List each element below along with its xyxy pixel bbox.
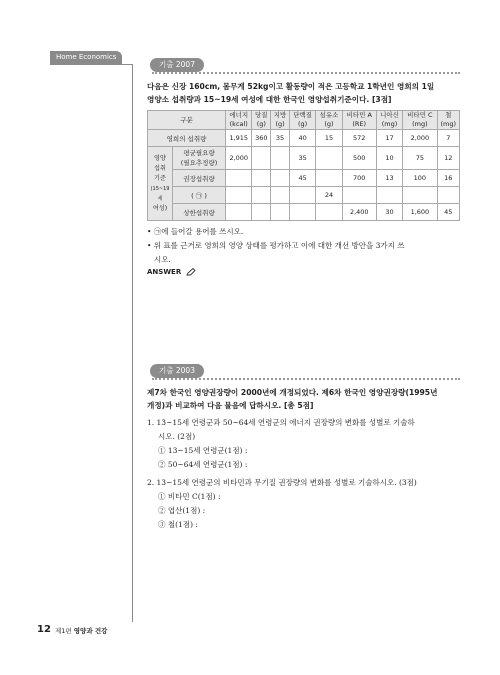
q2-item1-line2: 시오. (2점) (158, 432, 196, 441)
table-cell (316, 204, 342, 221)
answer-label: ANSWER (147, 268, 196, 276)
side-tab-label: Home Economics (56, 53, 117, 61)
q2-text-line1: 제7차 한국인 영양권장량이 2000년에 개정되었다. 제6차 한국인 영양권장량(1995년 (147, 388, 438, 397)
table-cell: 500 (342, 147, 376, 170)
table-cell: 100 (403, 170, 437, 187)
table-cell (252, 187, 271, 204)
table-cell (316, 147, 342, 170)
row-label: 권장섭취량 (173, 170, 226, 187)
q2-item1-line1: 1. 13~15세 연령군과 50~64세 연령군의 에너지 권장량의 변화를 성별로 기술하 (147, 418, 415, 427)
table-cell (271, 204, 290, 221)
q2-divider (152, 378, 460, 380)
table-cell: 2,400 (342, 204, 376, 221)
table-cell: 17 (376, 130, 402, 147)
table-cell (342, 187, 376, 204)
table-cell (316, 170, 342, 187)
table-cell: 360 (252, 130, 271, 147)
q1-divider (152, 72, 460, 74)
table-col-header: 섬유소 (g) (316, 111, 342, 130)
table-cell: 12 (437, 147, 459, 170)
footer-title: 제1편 영양과 건강 (55, 627, 108, 635)
table-cell: 45 (437, 204, 459, 221)
table-cell (271, 170, 290, 187)
table-col-header: 지방 (g) (271, 111, 290, 130)
table-cell: 2,000 (226, 147, 252, 170)
table-cell: 1,600 (403, 204, 437, 221)
row-label: 상한섭취량 (173, 204, 226, 221)
table-header-division: 구분 (148, 111, 226, 130)
pencil-icon (186, 268, 196, 276)
table-cell: 35 (271, 130, 290, 147)
table-cell (289, 204, 315, 221)
table-row-rni (148, 170, 460, 187)
table-cell: 1,915 (226, 130, 252, 147)
table-cell (252, 204, 271, 221)
nutrition-table (147, 110, 460, 221)
table-cell: 35 (289, 147, 315, 170)
q2-item1-sub1: ① 13~15세 연령군(1점) : (158, 446, 248, 455)
table-cell: 10 (376, 147, 402, 170)
table-row-ai (148, 187, 460, 204)
table-cell: 16 (437, 170, 459, 187)
table-cell: 700 (342, 170, 376, 187)
q1-note-2-line1: • 위 표를 근거로 영희의 영양 상태를 평가하고 이에 대한 개선 방안을 3가지 쓰 (147, 241, 405, 250)
q1-text-line2: 영양소 섭취량과 15~19세 여성에 대한 한국인 영양섭취기준이다. [3점] (147, 95, 392, 104)
table-row-intake (148, 130, 460, 147)
table-cell: 572 (342, 130, 376, 147)
table-cell: 40 (289, 130, 315, 147)
side-tab (50, 51, 122, 64)
q2-item2-line1: 2. 13~15세 연령군의 비타민과 무기질 권장량의 변화를 성별로 기술하시오. (3점) (147, 478, 417, 487)
table-col-header: 비타민 C (mg) (403, 111, 437, 130)
q2-text-line2: 개정)과 비교하여 다음 물음에 답하시오. [총 5점] (147, 401, 314, 410)
table-col-header: 단백질 (g) (289, 111, 315, 130)
table-col-header: 니아신 (mg) (376, 111, 402, 130)
q1-note-2-line2: 시오. (154, 255, 171, 264)
table-col-header: 에너지 (kcal) (226, 111, 252, 130)
q2-badge: 기출 2003 (150, 364, 204, 378)
table-cell (289, 187, 315, 204)
table-cell: 45 (289, 170, 315, 187)
q1-badge: 기출 2007 (150, 58, 204, 72)
table-cell (252, 170, 271, 187)
page-number: 12 (37, 624, 51, 635)
row-label: ( ㉠ ) (173, 187, 226, 204)
table-cell: 30 (376, 204, 402, 221)
row-label: 영희의 섭취량 (148, 130, 226, 147)
table-cell: 24 (316, 187, 342, 204)
table-cell (226, 170, 252, 187)
q2-item2-sub2: ② 엽산(1점) : (158, 506, 206, 515)
table-cell (226, 204, 252, 221)
table-cell (271, 147, 290, 170)
table-col-header: 당질 (g) (252, 111, 271, 130)
table-cell (437, 187, 459, 204)
group-label: 영양 섭취 기준 (15~19세 여성) (148, 147, 173, 221)
table-cell: 2,000 (403, 130, 437, 147)
table-header-row (148, 111, 460, 130)
q2-item2-sub1: ① 비타민 C(1점) : (158, 492, 221, 501)
q1-text-line1: 다음은 신장 160cm, 몸무게 52kg이고 활동량이 적은 고등학교 1학년인 영희의 1일 (147, 82, 435, 91)
table-cell (376, 187, 402, 204)
table-col-header: 비타민 A (RE) (342, 111, 376, 130)
table-col-header: 철 (mg) (437, 111, 459, 130)
q2-item1-sub2: ② 50~64세 연령군(1점) : (158, 460, 248, 469)
table-cell: 7 (437, 130, 459, 147)
q2-item2-sub3: ③ 철(1점) : (158, 520, 198, 529)
row-label: 평균필요량 (필요추정량) (173, 147, 226, 170)
table-cell: 75 (403, 147, 437, 170)
table-cell (226, 187, 252, 204)
side-frame-line (50, 64, 133, 622)
table-cell: 15 (316, 130, 342, 147)
table-row-ear (148, 147, 460, 170)
q1-note-1: • ㉠에 들어갈 용어를 쓰시오. (147, 227, 244, 236)
table-cell (252, 147, 271, 170)
table-row-ul (148, 204, 460, 221)
table-cell (403, 187, 437, 204)
table-cell (271, 187, 290, 204)
table-cell: 13 (376, 170, 402, 187)
